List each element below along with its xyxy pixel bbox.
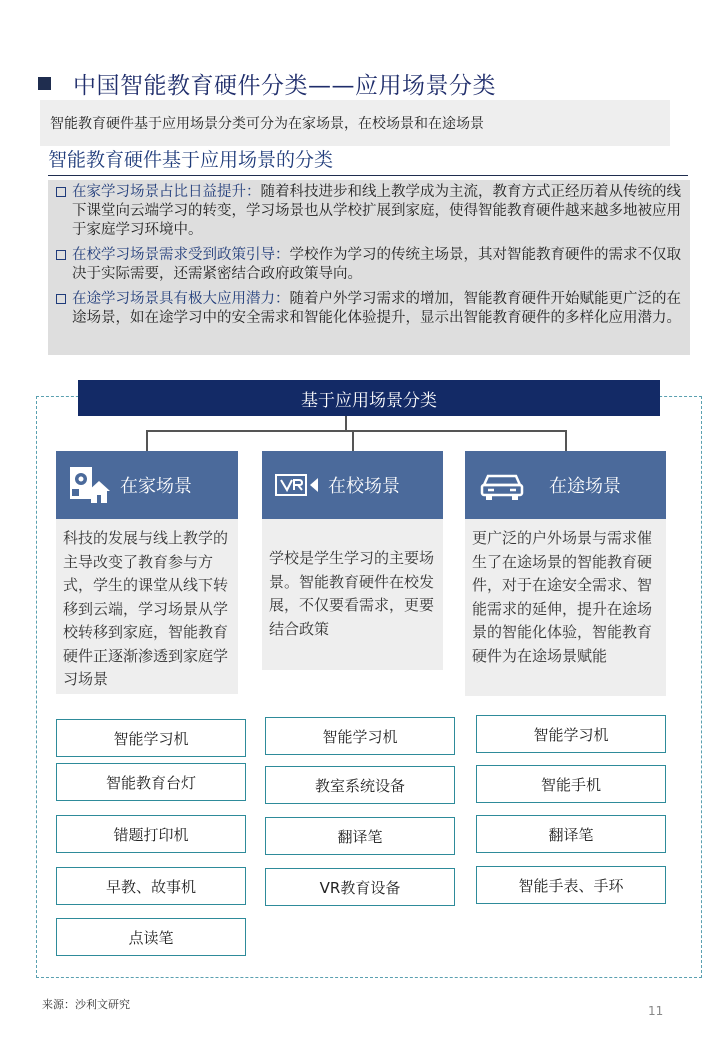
checkbox-bullet-icon — [56, 187, 66, 197]
item-box — [265, 868, 455, 906]
item-box — [56, 867, 246, 905]
bullet-item — [56, 246, 682, 284]
item-box — [56, 763, 246, 801]
bullet-lead: 在校学习场景需求受到政策引导： — [72, 247, 290, 263]
category-header-commute — [465, 451, 666, 519]
item-label: 翻译笔 — [548, 825, 594, 844]
item-label: 智能手表、手环 — [518, 876, 624, 895]
item-box — [476, 765, 666, 803]
intro-box — [40, 100, 670, 146]
bullet-text: 随着户外学习需求的增加，智能教育硬件开始赋能更广泛的在途场景，如在途学习中的安全需求和智能化体验提升，显示出智能教育硬件的多样化应用潜力。 — [72, 291, 681, 326]
bullet-lead: 在途学习场景具有极大应用潜力： — [72, 291, 290, 307]
bullet-text: 随着科技进步和线上教学成为主流，教育方式正经历着从传统的线下课堂向云端学习的转变，学习场景也从学校扩展到家庭，使得智能教育硬件越来越多地被应用于家庭学习环境中。 — [72, 184, 681, 238]
item-label: 智能手机 — [540, 775, 601, 794]
item-box — [56, 719, 246, 757]
item-box — [476, 715, 666, 753]
item-label: 智能学习机 — [533, 725, 609, 744]
vr-scene-icon — [274, 470, 322, 500]
car-icon — [479, 468, 525, 502]
section-heading — [48, 148, 688, 176]
item-label: 智能教育台灯 — [105, 773, 196, 792]
tree-connector — [146, 430, 566, 432]
item-label: 错题打印机 — [113, 825, 189, 844]
bullet-lead: 在家学习场景占比日益提升： — [72, 184, 261, 200]
bullet-item — [56, 290, 682, 328]
tree-connector — [146, 430, 148, 451]
bullet-text: 学校作为学习的传统主场景，其对智能教育硬件的需求不仅取决于实际需要，还需紧密结合政府政策导向。 — [72, 247, 681, 282]
item-label: VR教育设备 — [319, 878, 401, 897]
category-desc-school: 学校是学生学习的主要场景。智能教育硬件在校发展，不仅要看需求，更要结合政策 — [262, 519, 443, 670]
category-desc-commute: 更广泛的户外场景与需求催生了在途场景的智能教育硬件，对于在途安全需求、智能需求的延伸，提升在途场景的智能化体验，智能教育硬件为在途场景赋能 — [465, 519, 666, 696]
item-box — [476, 815, 666, 853]
bullets-box — [48, 180, 690, 355]
item-box — [56, 918, 246, 956]
bullet-item — [56, 183, 682, 240]
item-label: 智能学习机 — [113, 729, 189, 748]
category-header-home — [56, 451, 238, 519]
intro-text: 智能教育硬件基于应用场景分类可分为在家场景，在校场景和在途场景 — [50, 116, 484, 132]
item-label: 翻译笔 — [337, 827, 383, 846]
category-desc-home: 科技的发展与线上教学的主导改变了教育参与方式，学生的课堂从线下转移到云端，学习场景从学校转移到家庭，智能教育硬件正逐渐渗透到家庭学习场景 — [56, 519, 238, 694]
tree-connector — [565, 430, 567, 451]
category-label: 在途场景 — [549, 476, 621, 497]
page-number: 11 — [648, 1004, 664, 1018]
item-label: 点读笔 — [128, 928, 174, 947]
item-box — [265, 817, 455, 855]
diagram-root-box — [78, 380, 660, 416]
category-label: 在家场景 — [120, 476, 192, 497]
item-box — [265, 766, 455, 804]
source-note: 来源：沙利文研究 — [42, 998, 130, 1011]
page-title: 中国智能教育硬件分类——应用场景分类 — [73, 72, 496, 99]
item-label: 早教、故事机 — [105, 877, 196, 896]
item-box — [56, 815, 246, 853]
home-scene-icon — [68, 465, 112, 505]
tree-connector — [345, 416, 347, 430]
checkbox-bullet-icon — [56, 250, 66, 260]
item-box — [265, 717, 455, 755]
item-label: 智能学习机 — [322, 727, 398, 746]
tree-connector — [352, 430, 354, 451]
diagram-root-label: 基于应用场景分类 — [301, 390, 437, 411]
page-title-row — [38, 66, 496, 100]
category-label: 在校场景 — [328, 476, 400, 497]
item-label: 教室系统设备 — [314, 776, 405, 795]
category-header-school — [262, 451, 443, 519]
section-heading-text: 智能教育硬件基于应用场景的分类 — [48, 149, 334, 171]
title-bullet-square — [38, 77, 51, 90]
item-box — [476, 866, 666, 904]
checkbox-bullet-icon — [56, 294, 66, 304]
